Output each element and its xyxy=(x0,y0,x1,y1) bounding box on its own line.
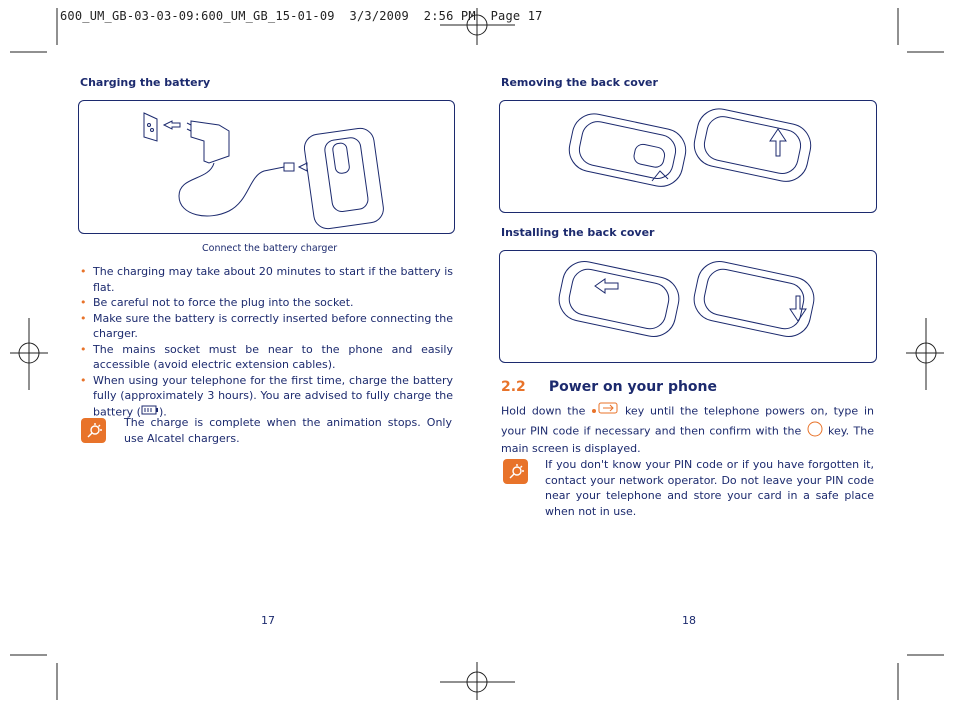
tip-text: The charge is complete when the animation stops. Only use Alcatel chargers. xyxy=(124,416,452,445)
list-item: • The charging may take about 20 minutes to start if the battery is flat. xyxy=(80,264,453,295)
charging-bullets xyxy=(80,264,453,420)
figure-caption: Connect the battery charger xyxy=(202,243,338,254)
list-item xyxy=(80,373,453,421)
body-text: key until the telephone powers on, type in your PIN code if necessary and then confirm with the xyxy=(501,404,875,437)
removing-heading: Removing the back cover xyxy=(501,76,658,89)
removing-figure xyxy=(499,100,877,213)
page-number: 17 xyxy=(261,614,275,627)
list-item: • Make sure the battery is correctly inserted before connecting the charger. xyxy=(80,311,453,342)
tip-hand-icon xyxy=(503,459,528,484)
body-text: Hold down the xyxy=(501,404,586,418)
section-heading xyxy=(501,376,717,395)
power-key-icon xyxy=(591,402,619,421)
section-number: 2.2 xyxy=(501,379,526,395)
bullet-text: When using your telephone for the first time, charge the battery fully (approximately 3 hours). You are advised to fully charge the battery ( xyxy=(93,373,453,418)
charging-heading: Charging the battery xyxy=(80,76,211,89)
phone-back-cover-illustration xyxy=(500,101,876,212)
installing-heading: Installing the back cover xyxy=(501,226,655,239)
tip-hand-icon xyxy=(81,418,106,443)
print-header: 600_UM_GB-03-03-09:600_UM_GB_15-01-09 3/3/2009 2:56 PM Page 17 xyxy=(60,9,543,23)
list-item: • The mains socket must be near to the phone and easily accessible (avoid electric extension cables). xyxy=(80,342,453,373)
power-on-paragraph xyxy=(501,402,874,457)
installing-figure xyxy=(499,250,877,363)
bullet-suffix: ). xyxy=(158,404,167,418)
list-item: • Be careful not to force the plug into the socket. xyxy=(80,295,453,311)
page-number: 18 xyxy=(682,614,696,627)
section-title: Power on your phone xyxy=(548,379,718,395)
charger-figure xyxy=(78,100,455,234)
ok-key-icon xyxy=(806,421,824,442)
pin-tip-text: If you don't know your PIN code or if you have forgotten it, contact your network operator. Do not leave your PIN code near your telephone and store your card in a safe place when not in use. xyxy=(545,458,874,518)
phone-back-cover-illustration xyxy=(500,251,876,362)
body-text: key. The main screen is displayed. xyxy=(501,423,875,455)
charger-illustration xyxy=(79,101,454,233)
